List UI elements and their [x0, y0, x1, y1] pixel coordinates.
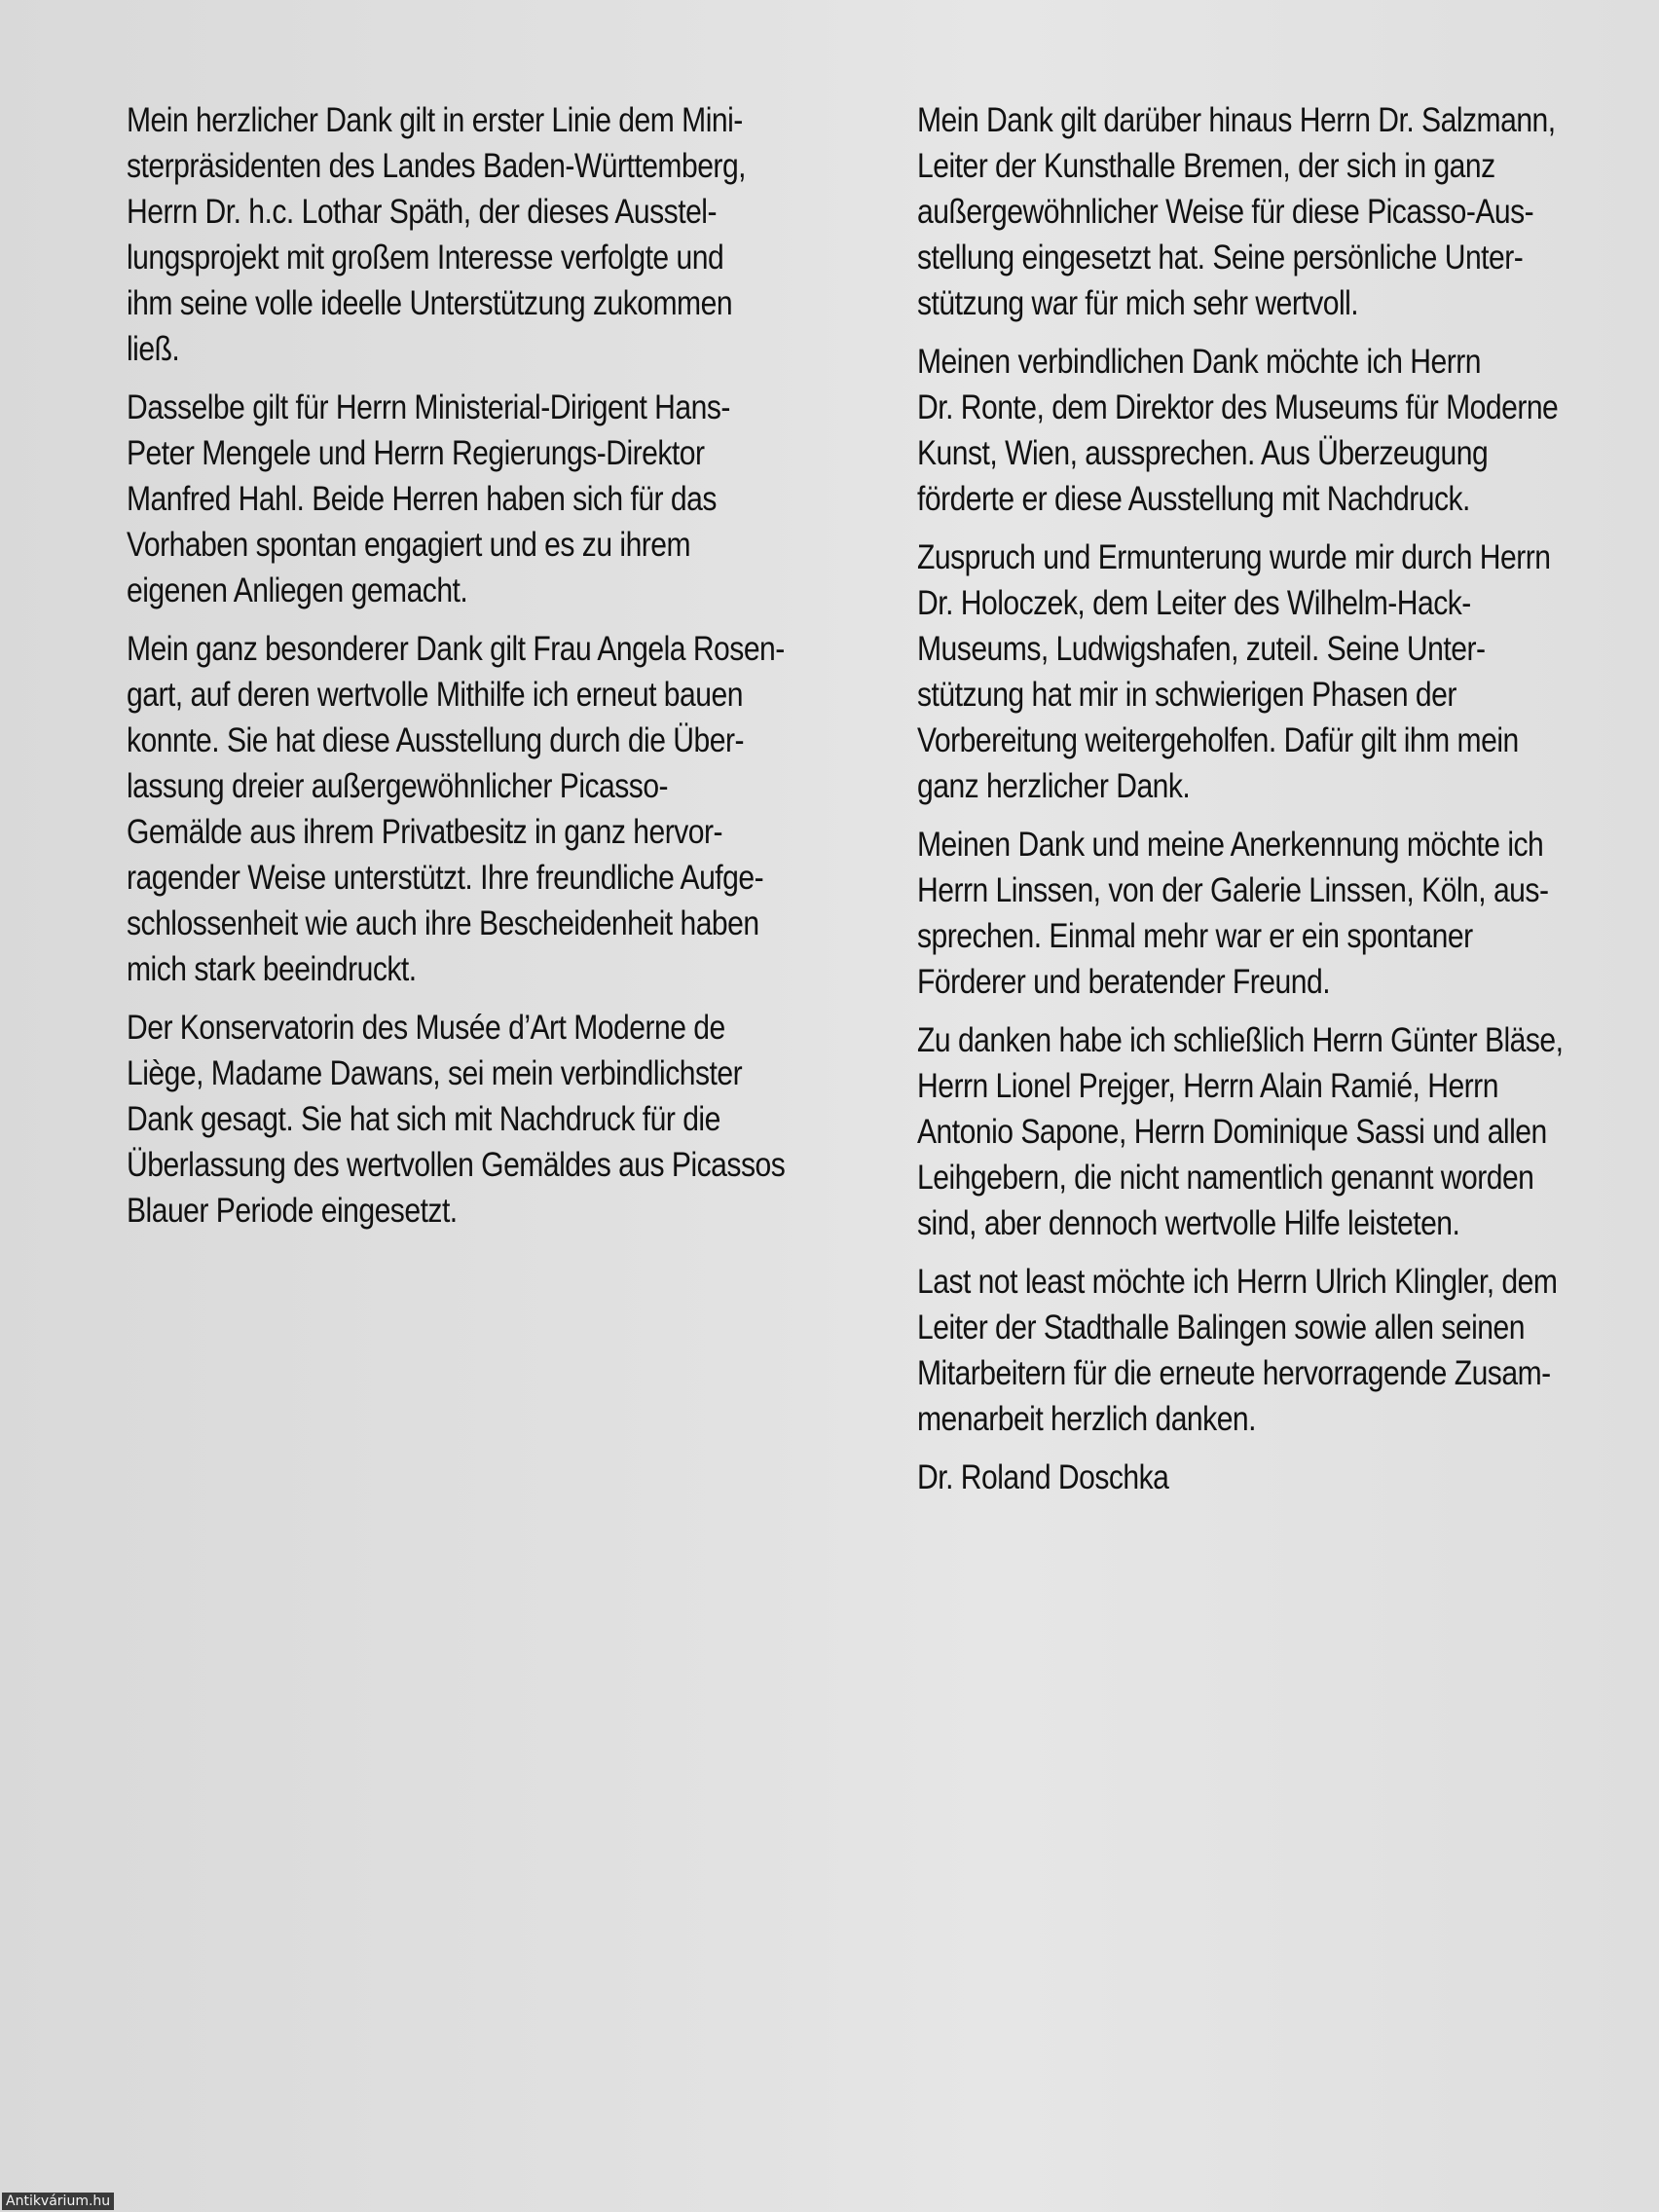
text-line: Zuspruch und Ermunterung wurde mir durch Herrn	[917, 538, 1551, 576]
right-column	[917, 97, 1654, 1513]
text-line: Meinen Dank und meine Anerkennung möchte ich	[917, 826, 1544, 864]
text-line: Zu danken habe ich schließlich Herrn Günter Bläse,	[917, 1021, 1564, 1059]
text-line: ragender Weise unterstützt. Ihre freundliche Aufge-	[127, 859, 764, 897]
text-line: menarbeit herzlich danken.	[917, 1400, 1256, 1438]
text-line: Mein Dank gilt darüber hinaus Herrn Dr. Salzmann,	[917, 101, 1556, 139]
paragraph	[917, 535, 1654, 809]
paragraph	[917, 822, 1654, 1005]
paragraph	[127, 1005, 796, 1234]
text-line: eigenen Anliegen gemacht.	[127, 571, 468, 609]
text-line: Herrn Dr. h.c. Lothar Späth, der dieses Ausstel-	[127, 193, 717, 231]
text-line: Blauer Periode eingesetzt.	[127, 1192, 458, 1230]
text-line: Last not least möchte ich Herrn Ulrich Klingler, dem	[917, 1263, 1558, 1301]
text-line: Förderer und beratender Freund.	[917, 963, 1331, 1001]
paragraph	[127, 385, 796, 613]
text-line: mich stark beeindruckt.	[127, 950, 417, 988]
text-line: Vorbereitung weitergeholfen. Dafür gilt ihm mein	[917, 721, 1519, 759]
text-line: Vorhaben spontan engagiert und es zu ihrem	[127, 526, 691, 564]
paragraph	[127, 626, 796, 992]
text-line: Gemälde aus ihrem Privatbesitz in ganz hervor-	[127, 813, 722, 851]
text-line: schlossenheit wie auch ihre Bescheidenheit haben	[127, 904, 759, 942]
text-line: Dasselbe gilt für Herrn Ministerial-Dirigent Hans-	[127, 388, 730, 426]
text-line: Liège, Madame Dawans, sei mein verbindlichster	[127, 1054, 743, 1092]
text-line: Mein herzlicher Dank gilt in erster Linie dem Mini-	[127, 101, 743, 139]
text-line: stützung war für mich sehr wertvoll.	[917, 284, 1359, 322]
text-line: Leiter der Kunsthalle Bremen, der sich in ganz	[917, 147, 1495, 185]
text-line: sprechen. Einmal mehr war er ein spontaner	[917, 917, 1473, 955]
text-line: Überlassung des wertvollen Gemäldes aus Picassos	[127, 1146, 786, 1184]
text-line: Der Konservatorin des Musée d’Art Moderne de	[127, 1009, 725, 1047]
text-line: Dr. Holoczek, dem Leiter des Wilhelm-Hack-	[917, 584, 1471, 622]
watermark-label: Antikvárium.hu	[2, 2193, 114, 2210]
paragraph	[917, 1259, 1654, 1442]
text-line: Dr. Ronte, dem Direktor des Museums für Moderne	[917, 388, 1559, 426]
text-line: Mein ganz besonderer Dank gilt Frau Angela Rosen-	[127, 630, 785, 668]
paragraph	[917, 97, 1654, 326]
text-line: stützung hat mir in schwierigen Phasen der	[917, 676, 1456, 714]
text-line: Manfred Hahl. Beide Herren haben sich für das	[127, 480, 717, 518]
text-line: Mitarbeitern für die erneute hervorragende Zusam-	[917, 1354, 1551, 1392]
text-line: gart, auf deren wertvolle Mithilfe ich erneut bauen	[127, 676, 743, 714]
text-line: lungsprojekt mit großem Interesse verfolgte und	[127, 239, 724, 276]
text-line: Herrn Lionel Prejger, Herrn Alain Ramié, Herrn	[917, 1067, 1498, 1105]
text-line: Peter Mengele und Herrn Regierungs-Direktor	[127, 434, 705, 472]
text-line: Leihgebern, die nicht namentlich genannt worden	[917, 1159, 1534, 1197]
text-line: konnte. Sie hat diese Ausstellung durch die Über-	[127, 721, 744, 759]
paragraph	[917, 1017, 1654, 1246]
text-line: sind, aber dennoch wertvolle Hilfe leisteten.	[917, 1204, 1460, 1242]
text-line: stellung eingesetzt hat. Seine persönliche Unter-	[917, 239, 1524, 276]
text-line: Herrn Linssen, von der Galerie Linssen, Köln, aus-	[917, 871, 1549, 909]
text-line: lassung dreier außergewöhnlicher Picasso-	[127, 767, 669, 805]
left-column	[127, 97, 796, 1246]
text-line: ganz herzlicher Dank.	[917, 767, 1191, 805]
text-line: Leiter der Stadthalle Balingen sowie allen seinen	[917, 1309, 1525, 1346]
text-line: Kunst, Wien, aussprechen. Aus Überzeugung	[917, 434, 1489, 472]
text-line: außergewöhnlicher Weise für diese Picasso-Aus-	[917, 193, 1534, 231]
paragraph	[917, 339, 1654, 522]
paragraph	[127, 97, 796, 372]
text-line: Antonio Sapone, Herrn Dominique Sassi und allen	[917, 1113, 1547, 1151]
text-line: Dank gesagt. Sie hat sich mit Nachdruck für die	[127, 1100, 720, 1138]
text-line: ließ.	[127, 330, 180, 368]
text-line: Museums, Ludwigshafen, zuteil. Seine Unter-	[917, 630, 1486, 668]
text-line: förderte er diese Ausstellung mit Nachdruck.	[917, 480, 1470, 518]
signature: Dr. Roland Doschka	[917, 1458, 1169, 1496]
text-line: Meinen verbindlichen Dank möchte ich Herrn	[917, 343, 1481, 381]
text-line: ihm seine volle ideelle Unterstützung zukommen	[127, 284, 733, 322]
text-line: sterpräsidenten des Landes Baden-Württemberg,	[127, 147, 747, 185]
